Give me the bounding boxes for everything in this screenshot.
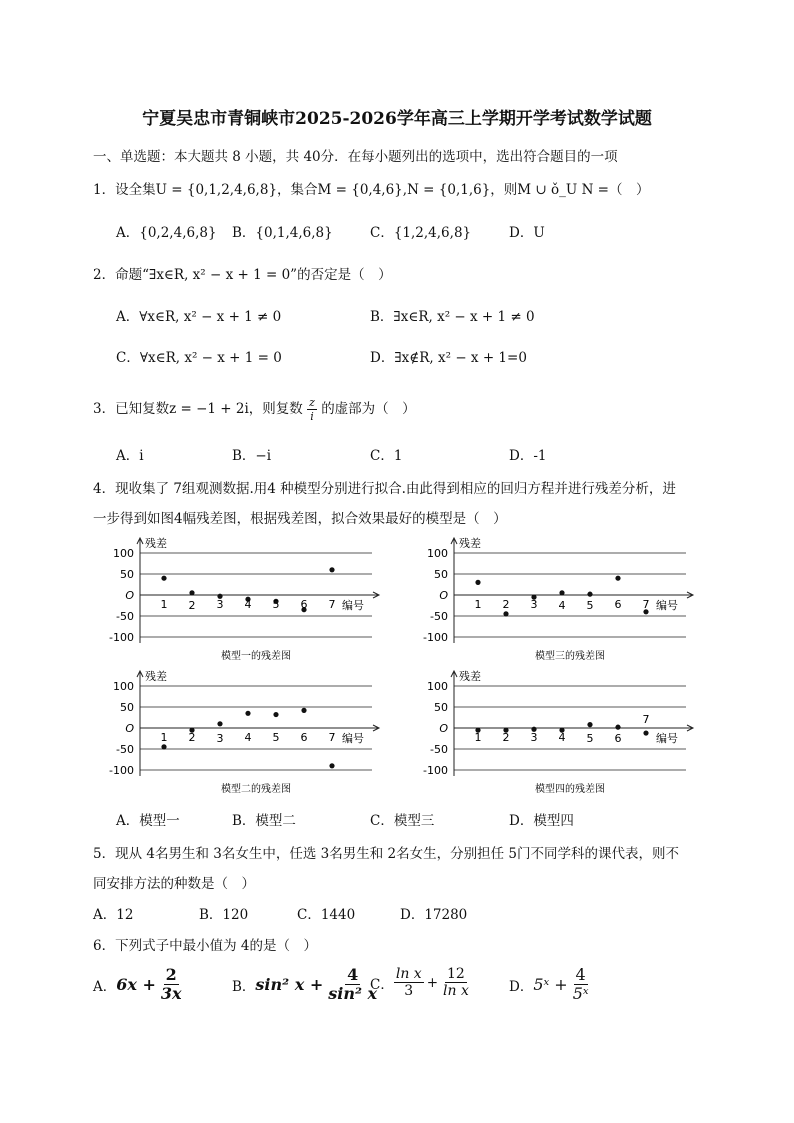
q6-option-d-expr: 5ˣ +	[533, 975, 568, 994]
residual-point	[161, 576, 166, 581]
point-index-label: 6	[300, 731, 308, 744]
point-index-label: 1	[160, 598, 168, 611]
q5-option-c: C．1440	[297, 907, 356, 923]
y-tick-label: -50	[116, 610, 134, 623]
point-index-label: 3	[216, 598, 224, 611]
y-tick-label: -100	[423, 764, 448, 777]
residual-point	[587, 592, 592, 597]
y-axis-label: 残差	[145, 537, 167, 550]
q6-option-c-fraction-1	[394, 967, 424, 998]
q2-option-c: C．∀x∈R, x² − x + 1 = 0	[116, 350, 282, 366]
chart-caption: 模型二的残差图	[221, 784, 291, 793]
q6-option-a-expr: 6x +	[116, 975, 156, 994]
residual-point	[245, 711, 250, 716]
q2-option-d: D．∃x∉R, x² − x + 1=0	[370, 350, 527, 366]
residual-chart-model-2	[100, 668, 400, 793]
residual-point	[161, 744, 166, 749]
q4-option-d: D．模型四	[509, 813, 574, 829]
residual-point	[273, 712, 278, 717]
q4-option-c: C．模型三	[370, 813, 435, 829]
q6-option-a-fraction	[159, 967, 184, 1002]
residual-point	[615, 576, 620, 581]
q6-option-b-expr: sin² x +	[255, 975, 324, 994]
q6-option-c	[370, 967, 471, 998]
point-index-label: 3	[530, 598, 538, 611]
y-tick-label: O	[439, 722, 448, 735]
residual-point	[643, 730, 648, 735]
point-index-label: 7	[328, 731, 336, 744]
question-5-line-2: 同安排方法的种数是（ ）	[93, 876, 255, 892]
question-4-line-2: 一步得到如图4幅残差图，根据残差图，拟合效果最好的模型是（ ）	[93, 511, 507, 527]
q6-a-den: 3x	[160, 984, 182, 1003]
point-index-label: 6	[614, 598, 622, 611]
question-6-stem: 6．下列式子中最小值为 4的是（ ）	[93, 938, 317, 954]
y-tick-label: 50	[434, 701, 448, 714]
residual-point	[587, 722, 592, 727]
point-index-label: 7	[328, 598, 336, 611]
q6-option-d-label: D．	[509, 978, 534, 995]
point-index-label: 3	[216, 732, 224, 745]
q1-option-b: B．{0,1,4,6,8}	[232, 225, 333, 241]
point-index-label: 1	[474, 598, 482, 611]
x-axis-label: 编号	[656, 732, 678, 745]
y-tick-label: -50	[430, 743, 448, 756]
q6-d-num: 4	[575, 965, 586, 984]
point-index-label: 4	[244, 598, 252, 611]
point-index-label: 2	[188, 599, 196, 612]
y-tick-label: -100	[109, 764, 134, 777]
y-axis-label: 残差	[145, 670, 167, 683]
q5-option-b: B．120	[199, 907, 249, 923]
y-tick-label: 50	[120, 568, 134, 581]
q3-option-a: A．i	[116, 448, 144, 464]
q6-option-c-label: C．	[370, 976, 394, 993]
q3-stem-post: 的虚部为（ ）	[321, 401, 416, 417]
y-tick-label: 100	[113, 547, 134, 560]
point-index-label: 4	[558, 599, 566, 612]
q6-c-num-1: ln x	[395, 966, 422, 982]
point-index-label: 7	[642, 598, 650, 611]
q5-option-d: D．17280	[400, 907, 468, 923]
q4-option-b: B．模型二	[232, 813, 296, 829]
q6-b-num: 4	[347, 965, 359, 984]
point-index-label: 2	[502, 731, 510, 744]
q5-option-a: A．12	[93, 907, 134, 923]
point-index-label: 5	[586, 732, 594, 745]
point-index-label: 1	[474, 731, 482, 744]
y-tick-label: 100	[427, 547, 448, 560]
q6-option-a	[93, 967, 184, 1002]
q6-option-c-fraction-2	[441, 967, 471, 998]
question-1-stem: 1．设全集U = {0,1,2,4,6,8}，集合M = {0,4,6},N = {0,1,6}，则M ∪ ǒ_U N =（ ）	[93, 182, 650, 198]
q3-stem-pre: 3．已知复数z = −1 + 2i，则复数	[93, 401, 303, 417]
point-index-label: 5	[272, 598, 280, 611]
x-axis-label: 编号	[656, 599, 678, 612]
q6-c-plus: +	[426, 974, 438, 991]
point-index-label: 2	[502, 598, 510, 611]
page-title: 宁夏吴忠市青铜峡市2025-2026学年高三上学期开学考试数学试题	[142, 109, 652, 129]
residual-point	[329, 567, 334, 572]
y-tick-label: -50	[430, 610, 448, 623]
point-index-label: 7	[642, 713, 650, 726]
q3-option-b: B．−i	[232, 448, 272, 464]
q6-c-num-2: 12	[447, 966, 465, 982]
question-3-stem	[93, 397, 416, 422]
residual-point	[217, 721, 222, 726]
point-index-label: 3	[530, 731, 538, 744]
y-tick-label: O	[439, 589, 448, 602]
q3-option-d: D．-1	[509, 448, 547, 464]
x-axis-label: 编号	[342, 599, 364, 612]
point-index-label: 4	[244, 731, 252, 744]
q6-c-den-2: ln x	[443, 983, 469, 999]
question-2-stem: 2．命题“∃x∈R, x² − x + 1 = 0”的否定是（ ）	[93, 267, 392, 283]
chart-caption: 模型四的残差图	[535, 784, 605, 795]
q3-fraction	[307, 397, 317, 422]
q6-option-b	[232, 967, 379, 1002]
point-index-label: 2	[188, 731, 196, 744]
y-axis-label: 残差	[459, 670, 481, 683]
y-tick-label: 100	[113, 680, 134, 693]
chart-caption: 模型三的残差图	[535, 651, 605, 660]
q3-frac-num: z	[309, 396, 315, 409]
point-index-label: 1	[160, 731, 168, 744]
question-5-line-1: 5．现从 4名男生和 3名女生中，任选 3名男生和 2名女生，分别担任 5门不同学科的课代表，则不	[93, 846, 679, 862]
residual-point	[559, 590, 564, 595]
q1-option-c: C．{1,2,4,6,8}	[370, 225, 472, 241]
q6-a-num: 2	[165, 965, 177, 984]
q1-option-a: A．{0,2,4,6,8}	[116, 225, 217, 241]
residual-point	[615, 725, 620, 730]
q6-b-den: sin² x	[328, 984, 378, 1003]
q6-option-d	[509, 967, 591, 1002]
y-tick-label: 50	[120, 701, 134, 714]
point-index-label: 4	[558, 731, 566, 744]
residual-chart-model-3	[414, 535, 714, 660]
y-tick-label: O	[125, 589, 134, 602]
y-axis-label: 残差	[459, 537, 481, 550]
q6-option-d-fraction	[571, 967, 591, 1002]
y-tick-label: -100	[109, 631, 134, 644]
q6-option-b-label: B．	[232, 978, 256, 995]
q6-c-den-1: 3	[404, 983, 414, 999]
point-index-label: 6	[614, 732, 622, 745]
question-4-line-1: 4．现收集了 7组观测数据.用4 种模型分别进行拟合.由此得到相应的回归方程并进行残差分析，进	[93, 481, 676, 497]
residual-point	[475, 580, 480, 585]
y-tick-label: O	[125, 722, 134, 735]
y-tick-label: 50	[434, 568, 448, 581]
point-index-label: 5	[586, 599, 594, 612]
y-tick-label: 100	[427, 680, 448, 693]
residual-chart-model-1	[100, 535, 400, 660]
q2-option-b: B．∃x∈R, x² − x + 1 ≠ 0	[370, 309, 535, 325]
q6-option-a-label: A．	[93, 978, 117, 995]
point-index-label: 6	[300, 598, 308, 611]
q2-option-a: A．∀x∈R, x² − x + 1 ≠ 0	[116, 309, 282, 325]
residual-chart-model-4	[414, 668, 714, 796]
y-tick-label: -100	[423, 631, 448, 644]
residual-point	[189, 590, 194, 595]
q3-frac-den: i	[310, 410, 314, 423]
x-axis-label: 编号	[342, 732, 364, 745]
q4-option-a: A．模型一	[116, 813, 180, 829]
y-tick-label: -50	[116, 743, 134, 756]
residual-point	[503, 611, 508, 616]
residual-point	[329, 763, 334, 768]
q1-option-d: D．U	[509, 225, 545, 241]
section-heading: 一、单选题：本大题共 8 小题，共 40分．在每小题列出的选项中，选出符合题目的一项	[93, 149, 618, 165]
q3-option-c: C．1	[370, 448, 403, 464]
chart-caption: 模型一的残差图	[221, 651, 291, 660]
point-index-label: 5	[272, 731, 280, 744]
residual-point	[301, 708, 306, 713]
q6-d-den: 5ˣ	[572, 984, 589, 1003]
